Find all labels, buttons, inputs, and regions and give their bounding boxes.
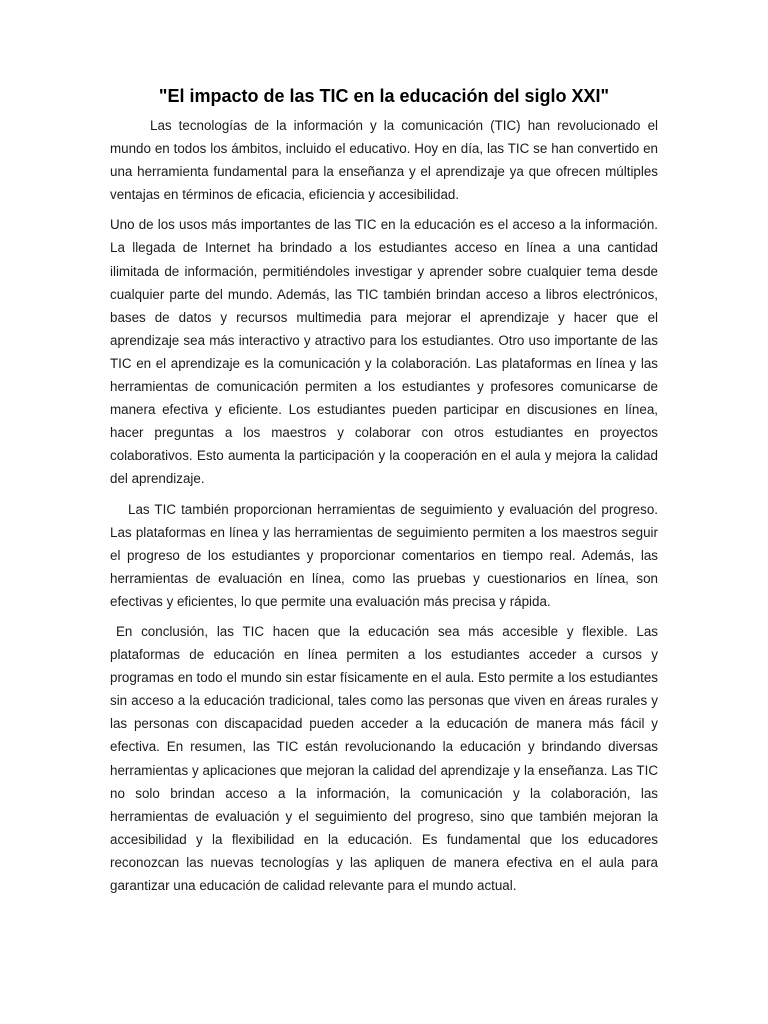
paragraph-conclusion: En conclusión, las TIC hacen que la educación sea más accesible y flexible. Las plataformas de educación en línea permiten a los estudiantes acceder a cursos y programas en todo el mundo sin estar físicamente en el aula. Esto permite a los estudiantes sin acceso a la educación tradicional, tales como las personas que viven en áreas rurales y las personas con discapacidad pueden acceder a la educación de manera más fácil y efectiva. En resumen, las TIC están revolucionando la educación y brindando diversas herramientas y aplicaciones que mejoran la calidad del aprendizaje y la enseñanza. Las TIC no solo brindan acceso a la información, la comunicación y la colaboración, las herramientas de evaluación y el seguimiento del progreso, sino que también mejoran la accesibilidad y la flexibilidad en la educación. Es fundamental que los educadores reconozcan las nuevas tecnologías y las apliquen de manera efectiva en el aula para garantizar una educación de calidad relevante para el mundo actual. xyxy=(110,623,658,893)
document-body xyxy=(110,114,658,897)
paragraph-progress-tracking: Las TIC también proporcionan herramientas de seguimiento y evaluación del progreso. Las plataformas en línea y las herramientas de seguimiento permiten a los maestros seguir el progreso de los estudiantes y proporcionar comentarios en tiempo real. Además, las herramientas de evaluación en línea, como las pruebas y cuestionarios en línea, son efectivas y eficientes, lo que permite una evaluación más precisa y rápida. xyxy=(110,501,658,609)
paragraph-introduction: Las tecnologías de la información y la comunicación (TIC) han revolucionado el mundo en todos los ámbitos, incluido el educativo. Hoy en día, las TIC se han convertido en una herramienta fundamental para la enseñanza y el aprendizaje ya que ofrecen múltiples ventajas en términos de eficacia, eficiencia y accesibilidad. xyxy=(110,118,658,203)
paragraph-information-access: Uno de los usos más importantes de las TIC en la educación es el acceso a la información. La llegada de Internet ha brindado a los estudiantes acceso en línea a una cantidad ilimitada de información, permitiéndoles investigar y aprender sobre cualquier tema desde cualquier parte del mundo. Además, las TIC también brindan acceso a libros electrónicos, bases de datos y recursos multimedia para mejorar el aprendizaje y hacer que el aprendizaje sea más interactivo y atractivo para los estudiantes. Otro uso importante de las TIC en el aprendizaje es la comunicación y la colaboración. Las plataformas en línea y las herramientas de comunicación permiten a los estudiantes y profesores comunicarse de manera efectiva y eficiente. Los estudiantes pueden participar en discusiones en línea, hacer preguntas a los maestros y colaborar con otros estudiantes en proyectos colaborativos. Esto aumenta la participación y la cooperación en el aula y mejora la calidad del aprendizaje. xyxy=(110,217,658,487)
document-title: "El impacto de las TIC en la educación del siglo XXI" xyxy=(158,86,610,106)
